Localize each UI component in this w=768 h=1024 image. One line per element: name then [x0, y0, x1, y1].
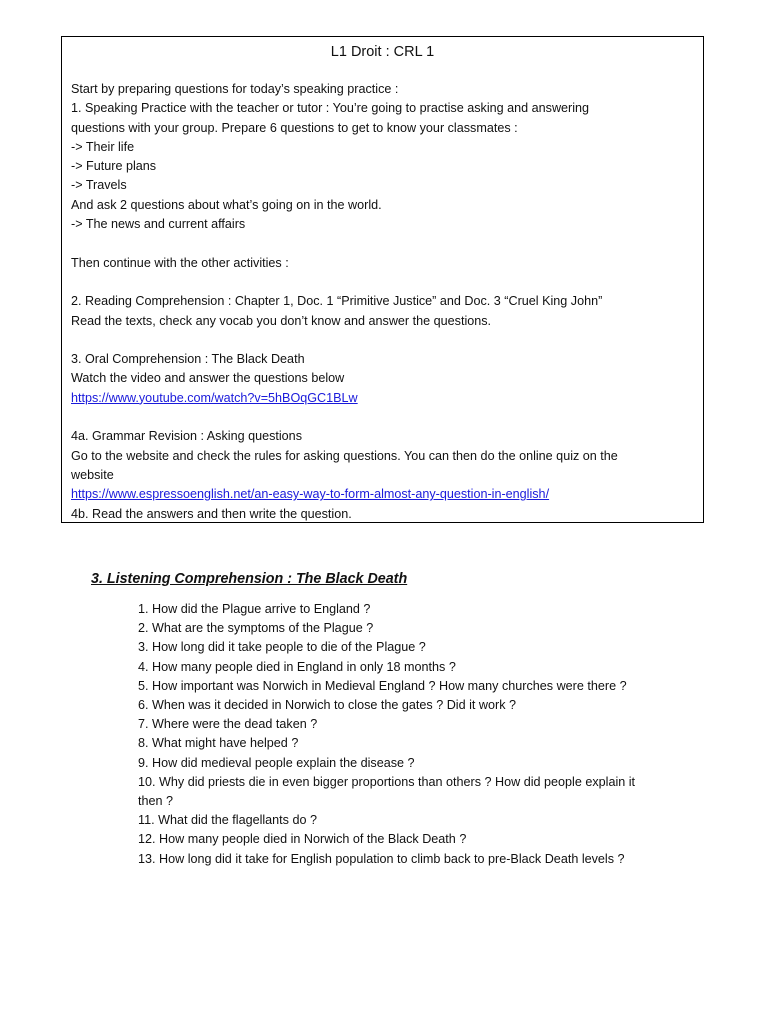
youtube-link-line: [71, 389, 694, 408]
question-item: 12. How many people died in Norwich of the Black Death ?: [138, 832, 467, 847]
question-item: 7. Where were the dead taken ?: [138, 717, 318, 732]
oral-comprehension-line-2: Watch the video and answer the questions below: [71, 371, 345, 386]
speaking-practice-line-2: questions with your group. Prepare 6 questions to get to know your classmates :: [71, 120, 518, 135]
grammar-revision-line-3: website: [71, 467, 114, 482]
oral-comprehension-line-1: 3. Oral Comprehension : The Black Death: [71, 352, 305, 367]
reading-comprehension-line-2: Read the texts, check any vocab you don’t know and answer the questions.: [71, 313, 492, 328]
instructions-box: [61, 36, 704, 523]
question-item: 3. How long did it take people to die of the Plague ?: [138, 640, 426, 655]
grammar-revision-line-2: Go to the website and check the rules for asking questions. You can then do the online quiz on the: [71, 448, 618, 463]
speaking-practice-line-1: 1. Speaking Practice with the teacher or tutor : You’re going to practise asking and answering: [71, 101, 590, 116]
topic-news: -> The news and current affairs: [71, 217, 246, 232]
question-item: 5. How important was Norwich in Medieval England ? How many churches were there ?: [138, 678, 627, 693]
youtube-link[interactable]: https://www.youtube.com/watch?v=5hBOqGC1BLw: [71, 390, 358, 405]
topic-travels: -> Travels: [71, 178, 127, 193]
intro-text: Start by preparing questions for today’s speaking practice :: [71, 82, 399, 96]
reading-comprehension-line-1: 2. Reading Comprehension : Chapter 1, Doc. 1 “Primitive Justice” and Doc. 3 “Cruel King John”: [71, 294, 603, 309]
question-item: 4. How many people died in England in only 18 months ?: [138, 659, 456, 674]
espresso-link-line: [71, 485, 694, 504]
question-item: 6. When was it decided in Norwich to close the gates ? Did it work ?: [138, 698, 516, 713]
world-questions-line: And ask 2 questions about what’s going on in the world.: [71, 197, 382, 212]
document-title: L1 Droit : CRL 1: [330, 44, 435, 60]
question-item: 10. Why did priests die in even bigger proportions than others ? How did people explain it then ?: [138, 774, 636, 809]
spacer: [71, 331, 694, 350]
spacer: [71, 408, 694, 427]
grammar-revision-line-1: 4a. Grammar Revision : Asking questions: [71, 429, 302, 444]
question-list: [138, 600, 658, 869]
continue-text: Then continue with the other activities :: [71, 255, 289, 270]
listening-heading: 3. Listening Comprehension : The Black Death: [91, 571, 408, 587]
spacer: [71, 234, 694, 253]
topic-future-plans: -> Future plans: [71, 159, 157, 174]
question-item: 11. What did the flagellants do ?: [138, 813, 317, 828]
question-item: 13. How long did it take for English population to climb back to pre-Black Death levels ?: [138, 851, 625, 866]
question-item: 1. How did the Plague arrive to England ?: [138, 602, 371, 616]
question-item: 8. What might have helped ?: [138, 736, 299, 751]
question-item: 9. How did medieval people explain the disease ?: [138, 755, 415, 770]
grammar-revision-4b: 4b. Read the answers and then write the question.: [71, 506, 352, 521]
spacer: [71, 273, 694, 292]
question-item: 2. What are the symptoms of the Plague ?: [138, 621, 374, 636]
espresso-english-link[interactable]: https://www.espressoenglish.net/an-easy-way-to-form-almost-any-question-in-english/: [71, 487, 550, 502]
topic-their-life: -> Their life: [71, 139, 135, 154]
